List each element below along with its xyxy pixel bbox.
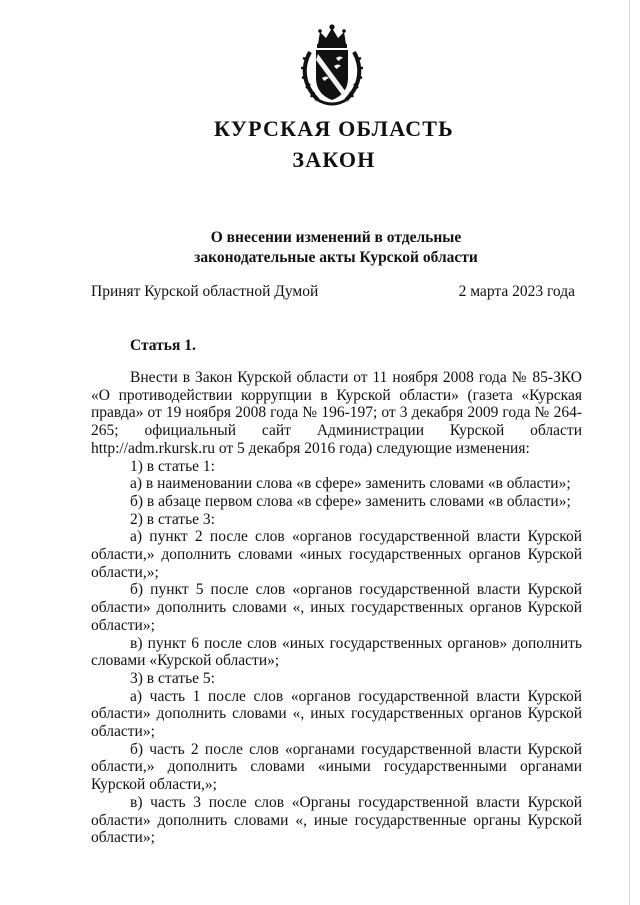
article-paragraph: Внести в Закон Курской области от 11 ноября 2008 года № 85-ЗКО «О противодействии коррупции в Курской области» (газета «Курская правда» от 19 ноября 2008 года № 196-197; от 3 декабря 2009 года № 264-265; официальный сайт Администрации Курской области http://adm.rkursk.ru от 5 декабря 2016 года) следующие изменения: [91,369,582,457]
law-subject [160,228,512,268]
region-title: КУРСКАЯ ОБЛАСТЬ [214,116,454,141]
article-heading: Статья 1. [130,337,196,354]
article-paragraph: б) часть 2 после слов «органами государственной власти Курской области,» дополнить словами «иными государственными органами Курской области,»; [91,740,582,794]
article-paragraph: 2) в статье 3: [130,510,215,528]
article-paragraph: а) часть 1 после слов «органов государственной власти Курской области» дополнить словами «, иных государственных органов Курской области»; [91,687,582,741]
article-paragraph: а) в наименовании слова «в сфере» заменить словами «в области»; [130,475,571,493]
document-type-title: ЗАКОН [292,147,376,172]
page-edge-divider [629,0,630,905]
adopted-by: Принят Курской областной Думой [91,283,319,300]
law-subject-line-2: законодательные акты Курской области [194,249,478,266]
article-paragraph: а) пункт 2 после слов «органов государственной власти Курской области,» дополнить словами «иных государственных органов Курской области,»; [91,528,582,581]
article-body [91,369,582,847]
article-paragraph: в) часть 3 после слов «Органы государственной власти Курской области» дополнить словами «, иные государственные органы Курской области»; [91,793,582,847]
article-paragraph: 3) в статье 5: [130,669,215,687]
coat-of-arms-icon [296,22,368,108]
article-paragraph: в) пункт 6 после слов «иных государственных органов» дополнить словами «Курской области»; [91,634,582,670]
adoption-date: 2 марта 2023 года [458,283,575,300]
article-paragraph: б) пункт 5 после слов «органов государственной власти Курской области» дополнить словами «, иных государственных органов Курской области»; [91,581,582,634]
law-subject-line-1: О внесении изменений в отдельные [210,229,462,246]
article-paragraph: б) в абзаце первом слова «в сфере» заменить словами «в области»; [130,492,571,510]
article-paragraph: 1) в статье 1: [130,457,215,475]
